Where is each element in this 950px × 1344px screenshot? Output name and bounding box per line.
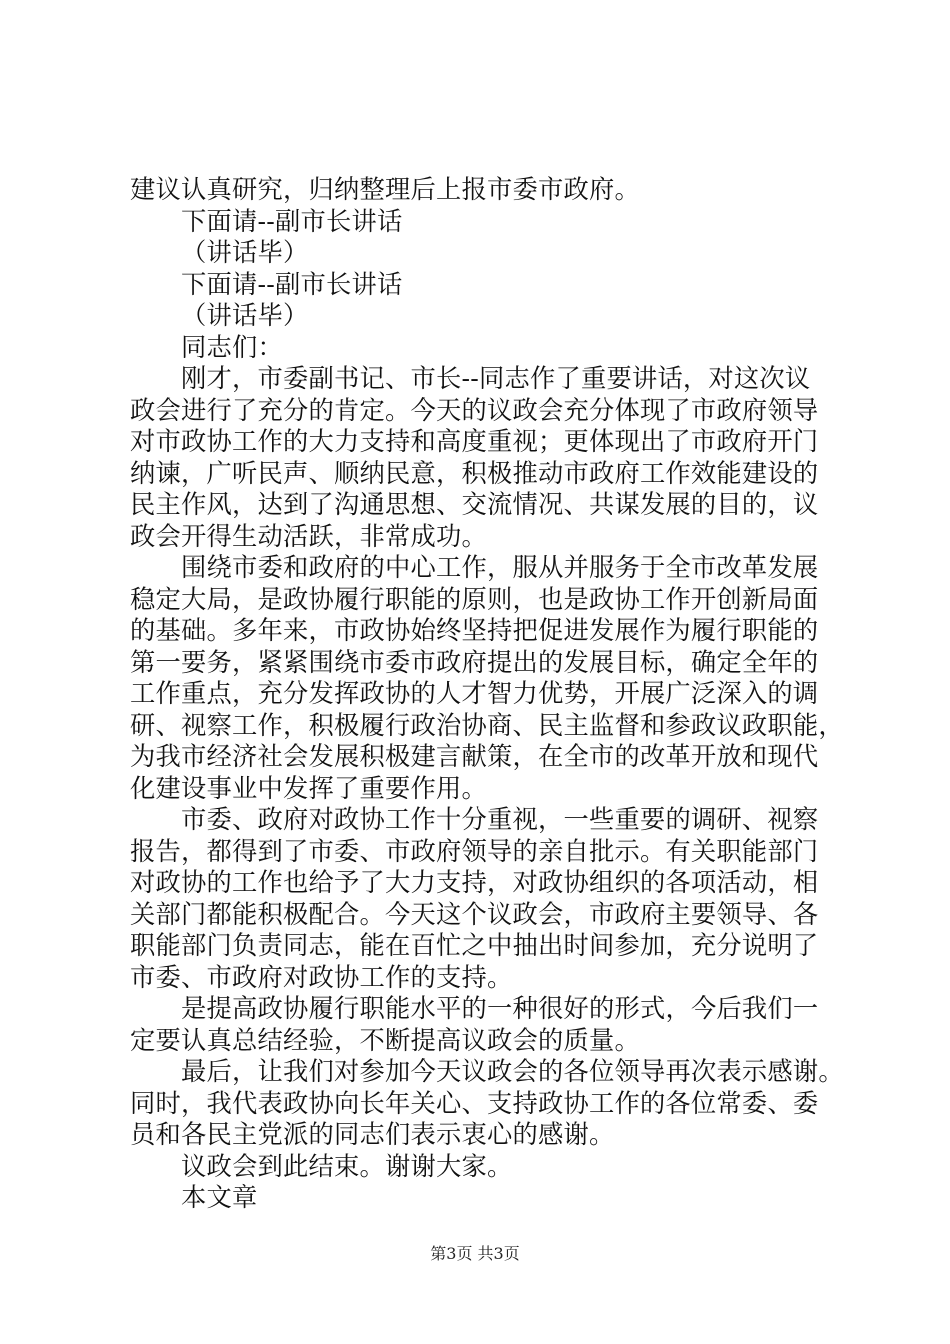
text-line: 报告，都得到了市委、市政府领导的亲自批示。有关职能部门: [130, 836, 819, 866]
text-line: 关部门都能积极配合。今天这个议政会，市政府主要领导、各: [130, 899, 819, 929]
text-line: 稳定大局，是政协履行职能的原则，也是政协工作开创新局面: [130, 584, 819, 614]
text-line: 化建设事业中发挥了重要作用。: [130, 773, 487, 803]
text-line: 市委、政府对政协工作十分重视，一些重要的调研、视察: [181, 805, 819, 834]
text-line: 议政会到此结束。谢谢大家。: [181, 1151, 513, 1181]
text-line: 第一要务，紧紧围绕市委市政府提出的发展目标，确定全年的: [130, 647, 819, 677]
text-line: 最后，让我们对参加今天议政会的各位领导再次表示感谢。: [181, 1057, 844, 1086]
text-line: 为我市经济社会发展积极建言献策，在全市的改革开放和现代: [130, 742, 819, 771]
text-line: 对政协的工作也给予了大力支持，对政协组织的各项活动，相: [130, 868, 819, 897]
text-line: 同志们：: [181, 332, 283, 362]
text-line: 民主作风，达到了沟通思想、交流情况、共谋发展的目的，议: [130, 490, 819, 519]
text-line: 本文章: [181, 1183, 258, 1212]
text-line: 下面请--副市长讲话: [181, 269, 403, 299]
text-line: 的基础。多年来，市政协始终坚持把促进发展作为履行职能的: [130, 616, 819, 645]
text-line: 刚才，市委副书记、市长--同志作了重要讲话，对这次议: [181, 364, 811, 393]
text-line: 是提高政协履行职能水平的一种很好的形式，今后我们一: [181, 994, 819, 1023]
text-line: 对市政协工作的大力支持和高度重视；更体现出了市政府开门: [130, 427, 819, 456]
text-line: 纳谏，广听民声、顺纳民意，积极推动市政府工作效能建设的: [130, 458, 819, 488]
text-line: 建议认真研究，归纳整理后上报市委市政府。: [130, 175, 640, 204]
text-line: （讲话毕）: [181, 301, 309, 330]
text-line: 职能部门负责同志，能在百忙之中抽出时间参加，充分说明了: [130, 931, 819, 960]
text-line: 研、视察工作，积极履行政治协商、民主监督和参政议政职能，: [130, 710, 844, 740]
text-line: 工作重点，充分发挥政协的人才智力优势，开展广泛深入的调: [130, 679, 819, 708]
text-line: 员和各民主党派的同志们表示衷心的感谢。: [130, 1120, 615, 1149]
page-footer: 第3页 共3页: [430, 1244, 520, 1263]
text-line: 市委、市政府对政协工作的支持。: [130, 962, 513, 992]
text-line: 围绕市委和政府的中心工作，服从并服务于全市改革发展: [181, 553, 819, 582]
document-body: [130, 174, 850, 1214]
text-line: 定要认真总结经验，不断提高议政会的质量。: [130, 1025, 640, 1055]
text-line: （讲话毕）: [181, 238, 309, 267]
text-line: 政会开得生动活跃，非常成功。: [130, 521, 487, 551]
text-line: 下面请--副市长讲话: [181, 206, 403, 236]
text-line: 政会进行了充分的肯定。今天的议政会充分体现了市政府领导: [130, 395, 819, 425]
text-line: 同时，我代表政协向长年关心、支持政协工作的各位常委、委: [130, 1088, 819, 1118]
